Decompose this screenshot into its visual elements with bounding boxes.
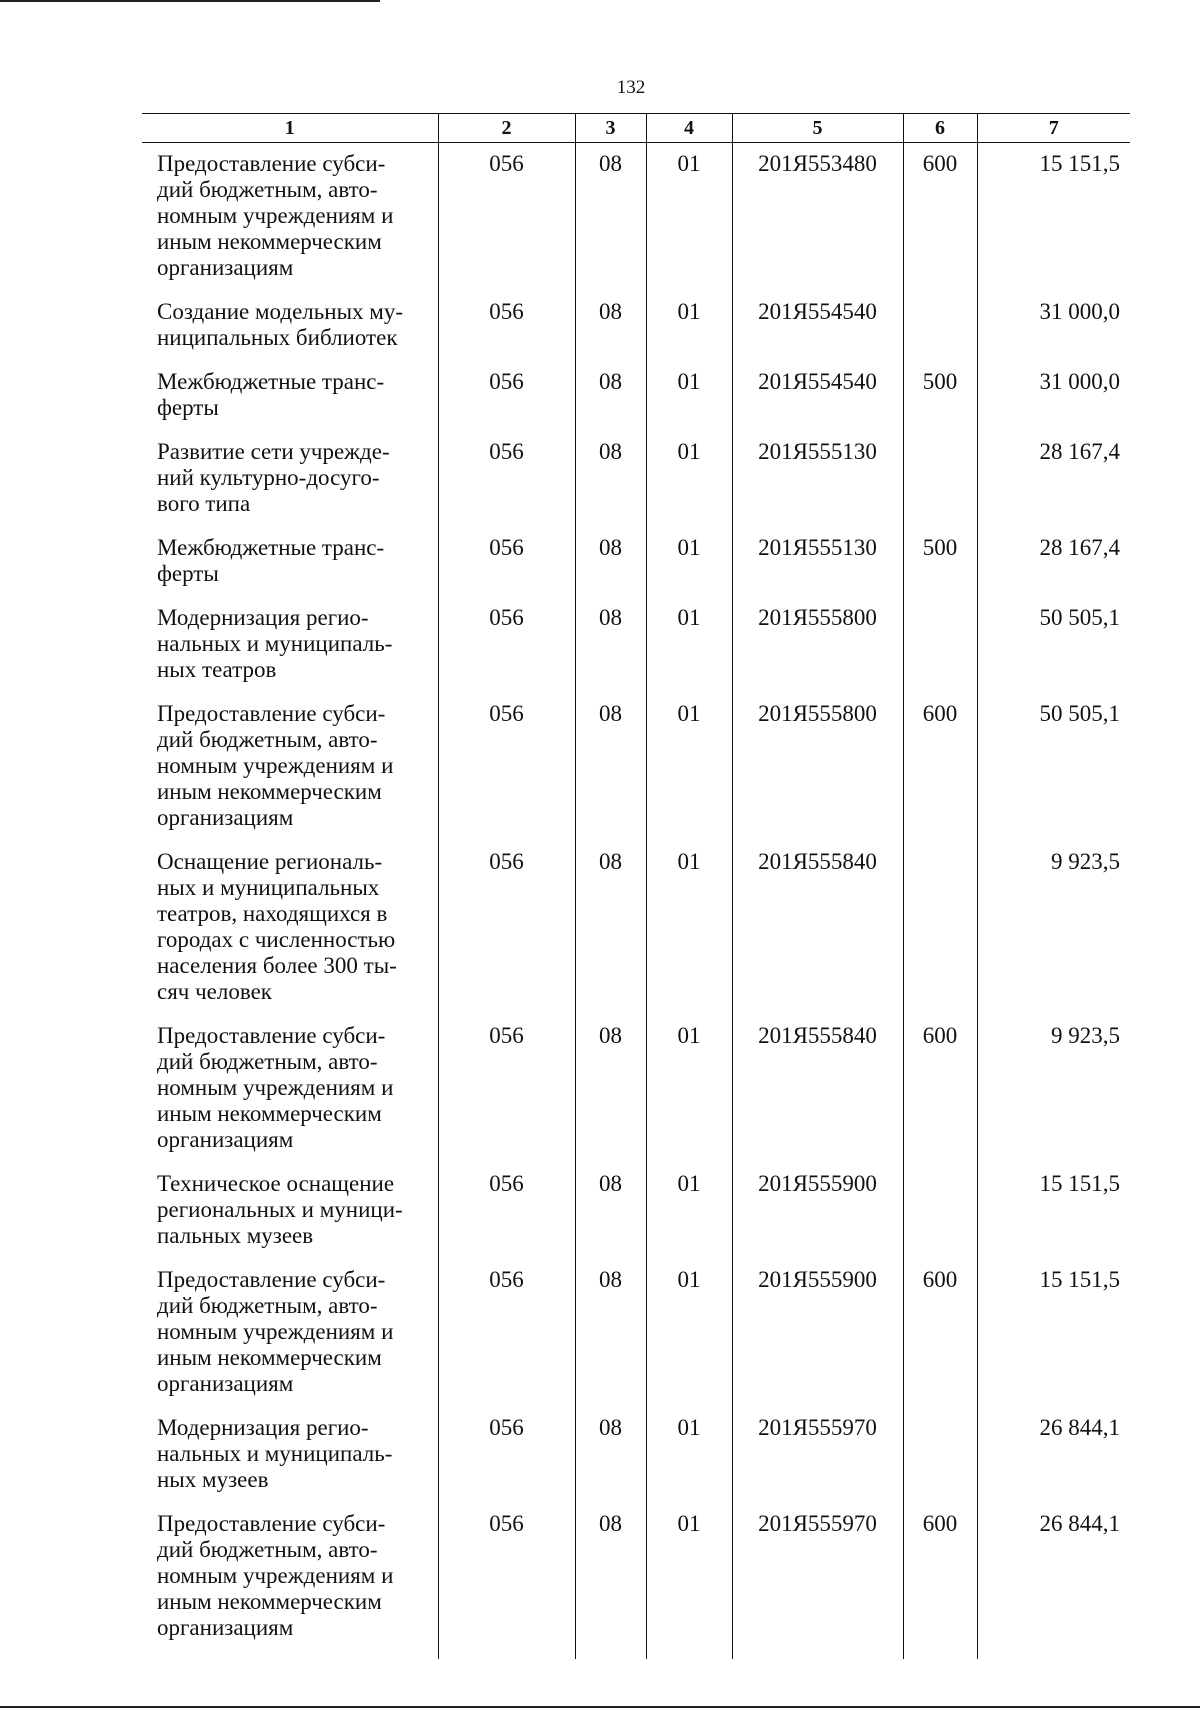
row-section-cell: 08 (575, 1407, 646, 1503)
row-name-line: Предоставление субси- (157, 151, 386, 176)
row-name-line: пальных музеев (157, 1223, 314, 1248)
table-row (142, 1015, 1130, 1163)
row-code-cell: 056 (438, 597, 575, 693)
row-name-line: вого типа (157, 491, 251, 516)
row-code-cell: 056 (438, 1503, 575, 1659)
row-code-cell: 056 (438, 1407, 575, 1503)
row-amount-cell: 26 844,1 (977, 1503, 1130, 1659)
row-amount-cell: 15 151,5 (977, 143, 1130, 292)
table-row (142, 1407, 1130, 1503)
row-name-line: иным некоммерческим (157, 1589, 382, 1614)
row-name-line: иным некоммерческим (157, 1345, 382, 1370)
row-amount-cell: 50 505,1 (977, 693, 1130, 841)
row-code-cell: 056 (438, 291, 575, 361)
row-target-article-cell: 201Я553480 (732, 143, 903, 292)
row-name-line: номным учреждениям и (157, 1319, 394, 1344)
row-name-line: ных театров (157, 657, 277, 682)
page-number: 132 (616, 77, 646, 98)
row-subsection-cell: 01 (646, 693, 732, 841)
row-subsection-cell: 01 (646, 1259, 732, 1407)
row-name-cell (142, 597, 438, 693)
row-expense-type-cell (903, 597, 977, 693)
row-target-article-cell: 201Я555900 (732, 1259, 903, 1407)
row-name-line: Предоставление субси- (157, 1023, 386, 1048)
row-name-cell (142, 841, 438, 1015)
row-name-cell (142, 693, 438, 841)
header-cell: 6 (903, 114, 977, 143)
row-name-line: ных и муниципальных (157, 875, 380, 900)
row-section-cell: 08 (575, 1163, 646, 1259)
row-section-cell: 08 (575, 1015, 646, 1163)
row-code-cell: 056 (438, 1163, 575, 1259)
row-name-line: организациям (157, 1371, 294, 1396)
row-name-line: Предоставление субси- (157, 1267, 386, 1292)
row-name-cell (142, 1163, 438, 1259)
row-section-cell: 08 (575, 361, 646, 431)
scan-edge-top (0, 0, 380, 2)
row-code-cell: 056 (438, 431, 575, 527)
row-name-line: номным учреждениям и (157, 203, 394, 228)
row-amount-cell: 28 167,4 (977, 527, 1130, 597)
row-target-article-cell: 201Я555900 (732, 1163, 903, 1259)
row-expense-type-cell: 600 (903, 1259, 977, 1407)
row-name-line: Оснащение региональ- (157, 849, 383, 874)
row-name-line: ниципальных библиотек (157, 325, 398, 350)
row-name-line: иным некоммерческим (157, 229, 382, 254)
row-amount-cell: 9 923,5 (977, 841, 1130, 1015)
table-row (142, 527, 1130, 597)
row-section-cell: 08 (575, 527, 646, 597)
row-amount-cell: 31 000,0 (977, 361, 1130, 431)
row-expense-type-cell: 500 (903, 361, 977, 431)
row-name-line: ных музеев (157, 1467, 269, 1492)
row-code-cell: 056 (438, 693, 575, 841)
row-subsection-cell: 01 (646, 841, 732, 1015)
row-name-line: номным учреждениям и (157, 1563, 394, 1588)
row-section-cell: 08 (575, 597, 646, 693)
row-expense-type-cell: 600 (903, 143, 977, 292)
table-row (142, 841, 1130, 1015)
row-subsection-cell: 01 (646, 361, 732, 431)
table-row (142, 431, 1130, 527)
table-row (142, 291, 1130, 361)
row-expense-type-cell (903, 1163, 977, 1259)
row-name-line: нальных и муниципаль- (157, 1441, 393, 1466)
table-row (142, 361, 1130, 431)
row-section-cell: 08 (575, 291, 646, 361)
row-code-cell: 056 (438, 361, 575, 431)
row-name-line: номным учреждениям и (157, 1075, 394, 1100)
row-name-line: дий бюджетным, авто- (157, 727, 378, 752)
row-expense-type-cell (903, 841, 977, 1015)
row-amount-cell: 31 000,0 (977, 291, 1130, 361)
row-name-cell (142, 431, 438, 527)
table-row (142, 143, 1130, 292)
row-name-line: ферты (157, 561, 219, 586)
row-target-article-cell: 201Я555130 (732, 527, 903, 597)
row-name-line: Модернизация регио- (157, 605, 369, 630)
row-expense-type-cell (903, 291, 977, 361)
row-target-article-cell: 201Я554540 (732, 361, 903, 431)
row-name-line: городах с численностью (157, 927, 396, 952)
header-cell: 4 (646, 114, 732, 143)
row-name-line: Создание модельных му- (157, 299, 403, 324)
row-name-line: Развитие сети учрежде- (157, 439, 390, 464)
row-name-line: сяч человек (157, 979, 272, 1004)
row-subsection-cell: 01 (646, 1407, 732, 1503)
row-code-cell: 056 (438, 527, 575, 597)
header-cell: 7 (977, 114, 1130, 143)
row-name-line: ний культурно-досуго- (157, 465, 380, 490)
row-target-article-cell: 201Я555970 (732, 1503, 903, 1659)
row-expense-type-cell (903, 1407, 977, 1503)
row-amount-cell: 15 151,5 (977, 1163, 1130, 1259)
row-name-line: иным некоммерческим (157, 1101, 382, 1126)
row-section-cell: 08 (575, 693, 646, 841)
row-name-line: иным некоммерческим (157, 779, 382, 804)
row-name-line: театров, находящихся в (157, 901, 388, 926)
row-amount-cell: 9 923,5 (977, 1015, 1130, 1163)
row-name-line: организациям (157, 805, 294, 830)
row-name-line: Межбюджетные транс- (157, 369, 385, 394)
row-section-cell: 08 (575, 431, 646, 527)
row-code-cell: 056 (438, 1015, 575, 1163)
row-amount-cell: 26 844,1 (977, 1407, 1130, 1503)
row-name-line: Предоставление субси- (157, 1511, 386, 1536)
row-subsection-cell: 01 (646, 431, 732, 527)
row-name-line: Техническое оснащение (157, 1171, 395, 1196)
row-name-line: ферты (157, 395, 219, 420)
row-name-line: дий бюджетным, авто- (157, 1293, 378, 1318)
row-subsection-cell: 01 (646, 527, 732, 597)
row-name-line: нальных и муниципаль- (157, 631, 393, 656)
row-amount-cell: 50 505,1 (977, 597, 1130, 693)
row-subsection-cell: 01 (646, 291, 732, 361)
table-row (142, 1259, 1130, 1407)
row-name-cell (142, 291, 438, 361)
header-cell: 5 (732, 114, 903, 143)
row-section-cell: 08 (575, 143, 646, 292)
header-cell: 3 (575, 114, 646, 143)
row-name-line: организациям (157, 1127, 294, 1152)
header-row (142, 114, 1130, 143)
row-expense-type-cell: 600 (903, 1015, 977, 1163)
row-section-cell: 08 (575, 841, 646, 1015)
row-name-cell (142, 361, 438, 431)
row-name-line: Межбюджетные транс- (157, 535, 385, 560)
table-header (142, 114, 1130, 143)
row-name-line: региональных и муници- (157, 1197, 403, 1222)
row-code-cell: 056 (438, 1259, 575, 1407)
row-subsection-cell: 01 (646, 143, 732, 292)
row-subsection-cell: 01 (646, 1503, 732, 1659)
row-code-cell: 056 (438, 841, 575, 1015)
row-amount-cell: 28 167,4 (977, 431, 1130, 527)
row-target-article-cell: 201Я555800 (732, 693, 903, 841)
row-subsection-cell: 01 (646, 597, 732, 693)
row-expense-type-cell (903, 431, 977, 527)
row-name-line: дий бюджетным, авто- (157, 1537, 378, 1562)
row-name-cell (142, 143, 438, 292)
header-cell: 1 (142, 114, 438, 143)
row-target-article-cell: 201Я555840 (732, 1015, 903, 1163)
row-expense-type-cell: 600 (903, 693, 977, 841)
table-row (142, 1163, 1130, 1259)
row-target-article-cell: 201Я555800 (732, 597, 903, 693)
row-subsection-cell: 01 (646, 1015, 732, 1163)
row-name-line: дий бюджетным, авто- (157, 177, 378, 202)
table-row (142, 597, 1130, 693)
row-code-cell: 056 (438, 143, 575, 292)
row-name-line: Модернизация регио- (157, 1415, 369, 1440)
budget-table (142, 113, 1130, 1659)
row-target-article-cell: 201Я555970 (732, 1407, 903, 1503)
row-name-cell (142, 1015, 438, 1163)
row-name-line: номным учреждениям и (157, 753, 394, 778)
row-name-cell (142, 1259, 438, 1407)
row-name-cell (142, 1407, 438, 1503)
row-target-article-cell: 201Я555840 (732, 841, 903, 1015)
header-cell: 2 (438, 114, 575, 143)
row-expense-type-cell: 600 (903, 1503, 977, 1659)
table-body (142, 143, 1130, 1660)
row-name-line: организациям (157, 1615, 294, 1640)
row-name-line: Предоставление субси- (157, 701, 386, 726)
row-name-line: населения более 300 ты- (157, 953, 397, 978)
row-target-article-cell: 201Я555130 (732, 431, 903, 527)
row-target-article-cell: 201Я554540 (732, 291, 903, 361)
row-section-cell: 08 (575, 1503, 646, 1659)
row-name-line: дий бюджетным, авто- (157, 1049, 378, 1074)
row-name-cell (142, 1503, 438, 1659)
scan-edge-bottom (0, 1706, 1200, 1708)
row-amount-cell: 15 151,5 (977, 1259, 1130, 1407)
table-row (142, 693, 1130, 841)
row-subsection-cell: 01 (646, 1163, 732, 1259)
row-name-line: организациям (157, 255, 294, 280)
row-name-cell (142, 527, 438, 597)
row-expense-type-cell: 500 (903, 527, 977, 597)
row-section-cell: 08 (575, 1259, 646, 1407)
table-row (142, 1503, 1130, 1659)
